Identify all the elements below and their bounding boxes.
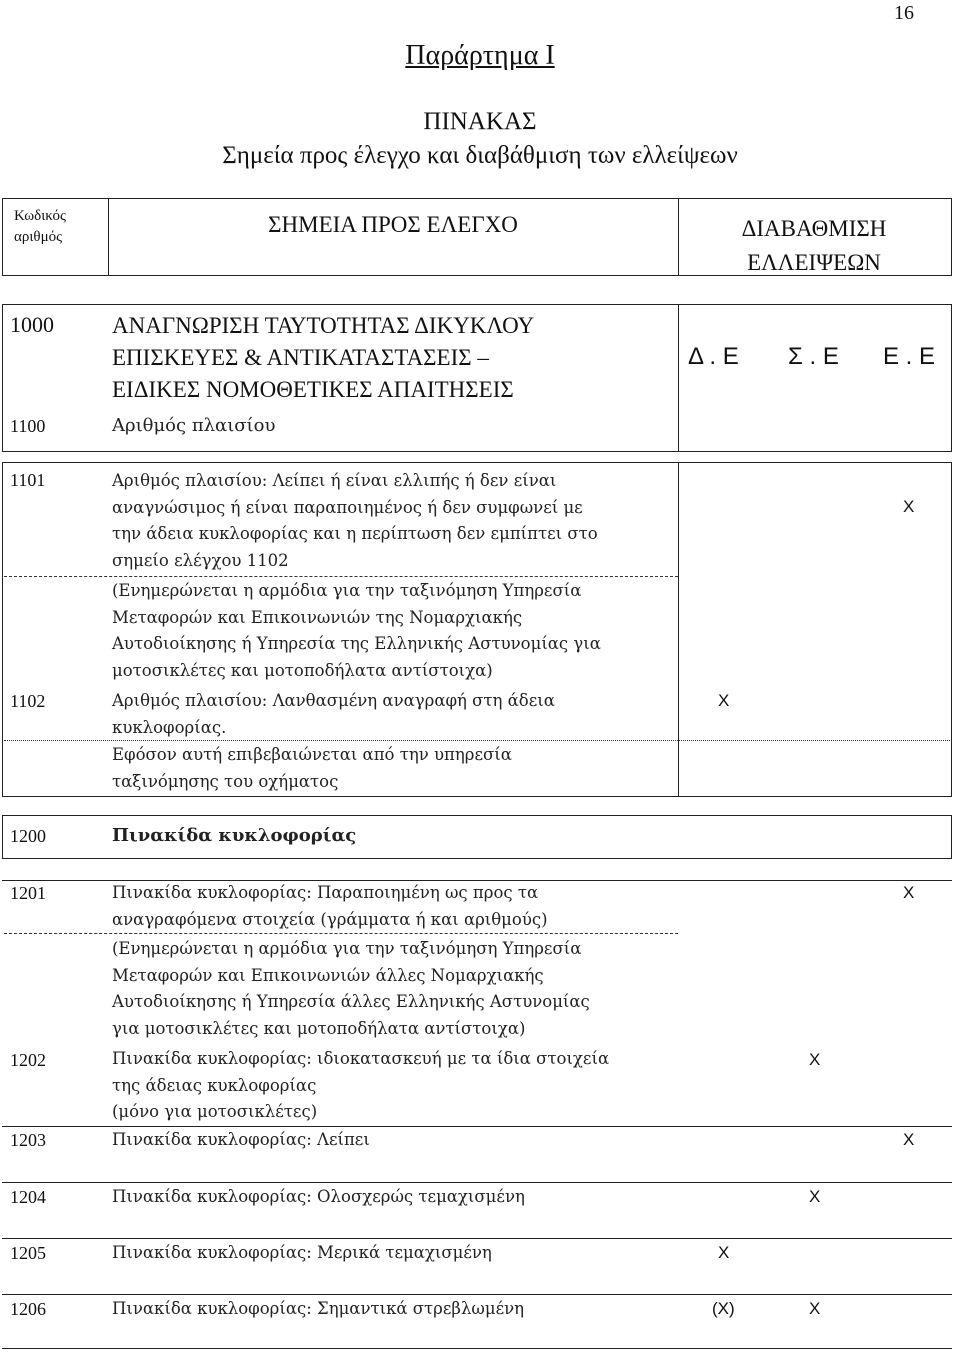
row-code-1201: 1201 <box>10 883 46 903</box>
row-code-1205: 1205 <box>10 1243 46 1263</box>
header-points: ΣΗΜΕΙΑ ΠΡΟΣ ΕΛΕΓΧΟ <box>268 212 518 237</box>
row-code-1203: 1203 <box>10 1130 46 1150</box>
row-1204-top-line <box>2 1182 952 1183</box>
mark-1101-ee: X <box>903 497 915 516</box>
row-text-1201: Πινακίδα κυκλοφορίας: Παραποιημένη ως προς τα αναγραφόμενα στοιχεία (γράμματα ή και αριθμούς) <box>112 883 548 929</box>
table-title: ΠΙΝΑΚΑΣ <box>423 108 537 135</box>
row-code-1204: 1204 <box>10 1187 46 1207</box>
table-bottom-line <box>2 1348 952 1349</box>
section-1200-label: Πινακίδα κυκλοφορίας <box>112 825 357 846</box>
header-code: Κωδικός αριθμός <box>14 208 66 245</box>
row-1102-dashed-separator <box>4 740 950 741</box>
section-1000-divider <box>678 304 679 452</box>
grade-label-de: Δ . Ε <box>688 343 739 370</box>
row-note-1101: (Ενημερώνεται η αρμόδια για την ταξινόμηση Υπηρεσία Μεταφορών και Επικοινωνιών της Νομαρχιακής Αυτοδιοίκησης ή Υπηρεσία της Ελληνικής Αστυνομίας για μοτοσικλέτες και μοτοποδήλατα αντίστοιχα) <box>112 581 601 680</box>
header-grading: ΔΙΑΒΑΘΜΙΣΗ ΕΛΛΕΙΨΕΩΝ <box>741 216 887 275</box>
section-code-1200: 1200 <box>10 826 46 846</box>
section-code-1000: 1000 <box>10 312 54 337</box>
row-note-1102: Εφόσον αυτή επιβεβαιώνεται από την υπηρεσία ταξινόμησης του οχήματος <box>112 745 512 791</box>
row-1101-dashed-separator <box>4 576 678 577</box>
row-text-1102: Αριθμός πλαισίου: Λανθασμένη αναγραφή στη άδεια κυκλοφορίας. <box>112 691 555 737</box>
grade-label-ee: Ε . Ε <box>883 343 936 370</box>
row-text-1202: Πινακίδα κυκλοφορίας: ιδιοκατασκευή με τα ίδια στοιχεία της άδειας κυκλοφορίας (μόνο για μοτοσικλέτες) <box>112 1049 610 1122</box>
mark-1206-de: (X) <box>712 1299 735 1318</box>
row-1201-dashed-separator <box>4 933 678 934</box>
row-1206-top-line <box>2 1294 952 1295</box>
rows-1100-divider <box>678 462 679 797</box>
annex-title: Παράρτημα Ι <box>405 40 555 71</box>
mark-1201-ee: X <box>903 883 915 902</box>
mark-1203-ee: X <box>903 1130 915 1149</box>
row-1205-top-line <box>2 1238 952 1239</box>
mark-1202-se: X <box>809 1050 821 1069</box>
row-code-1202: 1202 <box>10 1050 46 1070</box>
row-code-1206: 1206 <box>10 1299 46 1319</box>
mark-1102-de: X <box>718 691 730 710</box>
table-subtitle: Σημεία προς έλεγχο και διαβάθμιση των ελλείψεων <box>222 142 738 169</box>
page-number: 16 <box>894 2 914 24</box>
mark-1206-se: X <box>809 1299 821 1318</box>
row-text-1204: Πινακίδα κυκλοφορίας: Ολοσχερώς τεμαχισμένη <box>112 1187 525 1206</box>
mark-1204-se: X <box>809 1187 821 1206</box>
mark-1205-de: X <box>718 1243 730 1262</box>
row-text-1206: Πινακίδα κυκλοφορίας: Σημαντικά στρεβλωμένη <box>112 1299 525 1318</box>
row-code-1101: 1101 <box>10 470 46 490</box>
row-text-1101: Αριθμός πλαισίου: Λείπει ή είναι ελλιπής ή δεν είναι αναγνώσιμος ή είναι παραποιημένος ή δεν συμφωνεί με την άδεια κυκλοφορίας και η περίπτωση δεν εμπίπτει στο σημείο ελέγχου 1102 <box>112 471 598 570</box>
row-text-1203: Πινακίδα κυκλοφορίας: Λείπει <box>112 1130 370 1149</box>
section-code-1100: 1100 <box>10 416 46 436</box>
row-code-1102: 1102 <box>10 691 46 711</box>
section-1000-title: ΑΝΑΓΝΩΡΙΣΗ ΤΑΥΤΟΤΗΤΑΣ ΔΙΚΥΚΛΟΥ ΕΠΙΣΚΕΥΕΣ & ΑΝΤΙΚΑΤΑΣΤΑΣΕΙΣ – ΕΙΔΙΚΕΣ ΝΟΜΟΘΕΤΙΚΕΣ ΑΠΑΙΤΗΣΕΙΣ <box>112 313 535 402</box>
row-note-1201: (Ενημερώνεται η αρμόδια για την ταξινόμηση Υπηρεσία Μεταφορών και Επικοινωνιών άλλες Νομαρχιακής Αυτοδιοίκησης ή Υπηρεσία άλλες Ελληνικής Αστυνομίας για μοτοσικλέτες και μοτοποδήλατα αντίστοιχα) <box>112 939 590 1038</box>
section-1100-label: Αριθμός πλαισίου <box>112 415 276 436</box>
grade-label-se: Σ . Ε <box>788 343 839 370</box>
row-text-1205: Πινακίδα κυκλοφορίας: Μερικά τεμαχισμένη <box>112 1243 492 1262</box>
